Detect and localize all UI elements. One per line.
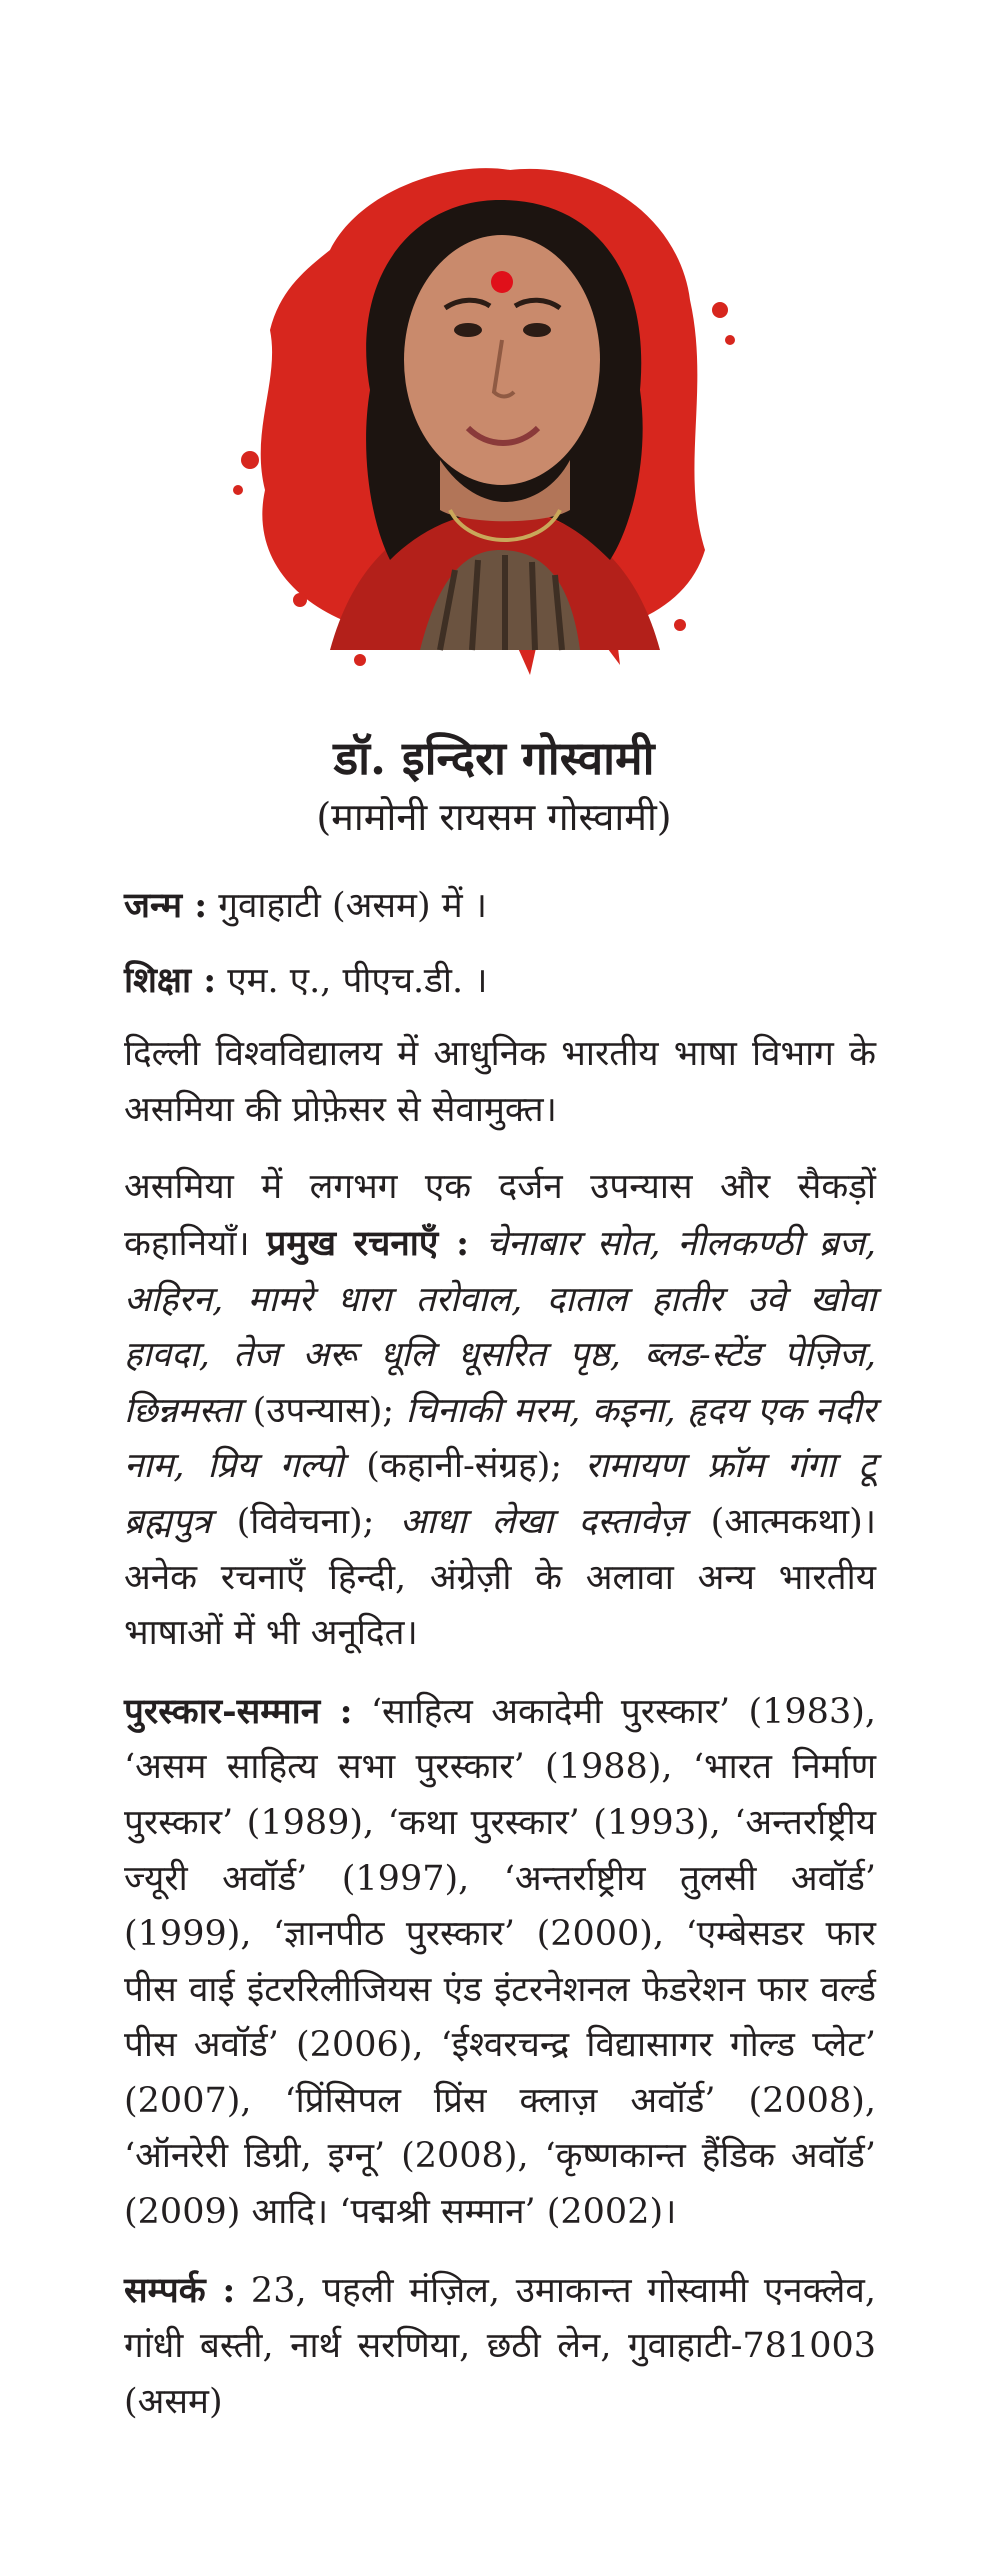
works-stories-type: (कहानी-संग्रह); xyxy=(343,1446,586,1487)
works-memoir: आधा लेखा दस्तावेज़ xyxy=(399,1501,686,1542)
awards-label: पुरस्कार-सम्मान : xyxy=(124,1690,353,1732)
author-name: डॉ. इन्दिरा गोस्वामी xyxy=(333,731,655,785)
awards-text: ‘साहित्य अकादेमी पुरस्कार’ (1983), ‘असम साहित्य सभा पुरस्कार’ (1988), ‘भारत निर्माण पुरस्कार’ (1989), ‘कथा पुरस्कार’ (1993), ‘अन्तर्राष्ट्रीय ज्यूरी अवॉर्ड’ (1997), ‘अन्तर्राष्ट्रीय तुलसी अवॉर्ड’ (1999), ‘ज्ञानपीठ पुरस्कार’ (2000), ‘एम्बेसडर फार पीस वाई इंटररिलीजियस एंड इंटरनेशनल फेडरेशन फार वर्ल्ड पीस अवॉर्ड’ (2006), ‘ईश्वरचन्द्र विद्यासागर गोल्ड प्लेट’ (2007), ‘प्रिंसिपल प्रिंस क्लाज़ अवॉर्ड’ (2008), ‘ऑनरेरी डिग्री, इग्नू’ (2008), ‘कृष्णकान्त हैंडिक अवॉर्ड’ (2009) आदि। ‘पद्मश्री सम्मान’ (2002)। xyxy=(124,1691,876,2233)
works-novels-type: (उपन्यास); xyxy=(241,1390,406,1431)
works-intro: असमिया में लगभग एक दर्जन उपन्यास और सैकड़ों कहानियाँ। xyxy=(124,1167,876,1264)
works-memoir-type: (आत्मकथा)। अनेक रचनाएँ हिन्दी, अंग्रेज़ी के अलावा अन्य भारतीय भाषाओं में भी अनूदित। xyxy=(124,1501,876,1654)
author-portrait-icon xyxy=(210,130,770,690)
contact-label: सम्पर्क : xyxy=(124,2269,236,2311)
education-paragraph xyxy=(124,953,876,1010)
career-paragraph: दिल्ली विश्वविद्यालय में आधुनिक भारतीय भाषा विभाग के असमिया की प्रोफ़ेसर से सेवामुक्त। xyxy=(124,1034,876,1130)
author-portrait xyxy=(210,130,770,690)
works-novels: चेनाबार सोत, नीलकण्ठी ब्रज, अहिरन, मामरे धारा तरोवाल, दाताल हातीर उवे खोवा हावदा, तेज अरू धूलि धूसरित पृष्ठ, ब्लड-स्टेंड पेज़िज, छिन्नमस्ता xyxy=(124,1223,876,1431)
birth-label: जन्म : xyxy=(124,885,208,926)
birth-text: गुवाहाटी (असम) में । xyxy=(207,886,488,926)
contact-text: 23, पहली मंज़िल, उमाकान्त गोस्वामी एनक्लेव, गांधी बस्ती, नार्थ सरणिया, छठी लेन, गुवाहाटी-781003 (असम) xyxy=(124,2270,876,2422)
author-alias: (मामोनी रायसम गोस्वामी) xyxy=(316,795,672,839)
works-paragraph xyxy=(124,1160,876,1661)
works-label: प्रमुख रचनाएँ : xyxy=(266,1222,470,1264)
awards-paragraph xyxy=(124,1684,876,2241)
works-stories: चिनाकी मरम, कइना, हृदय एक नदीर नाम, प्रिय गल्पो xyxy=(124,1390,876,1487)
education-text: एम. ए., पीएच.डी. । xyxy=(216,960,488,1001)
education-label: शिक्षा : xyxy=(124,959,217,1001)
author-bio xyxy=(124,878,876,2452)
birth-paragraph xyxy=(124,878,876,935)
contact-paragraph xyxy=(124,2263,876,2431)
works-criticism-type: (विवेचना); xyxy=(211,1501,400,1542)
author-heading xyxy=(0,728,988,844)
works-criticism: रामायण फ्रॉम गंगा टू ब्रह्मपुत्र xyxy=(124,1446,877,1542)
